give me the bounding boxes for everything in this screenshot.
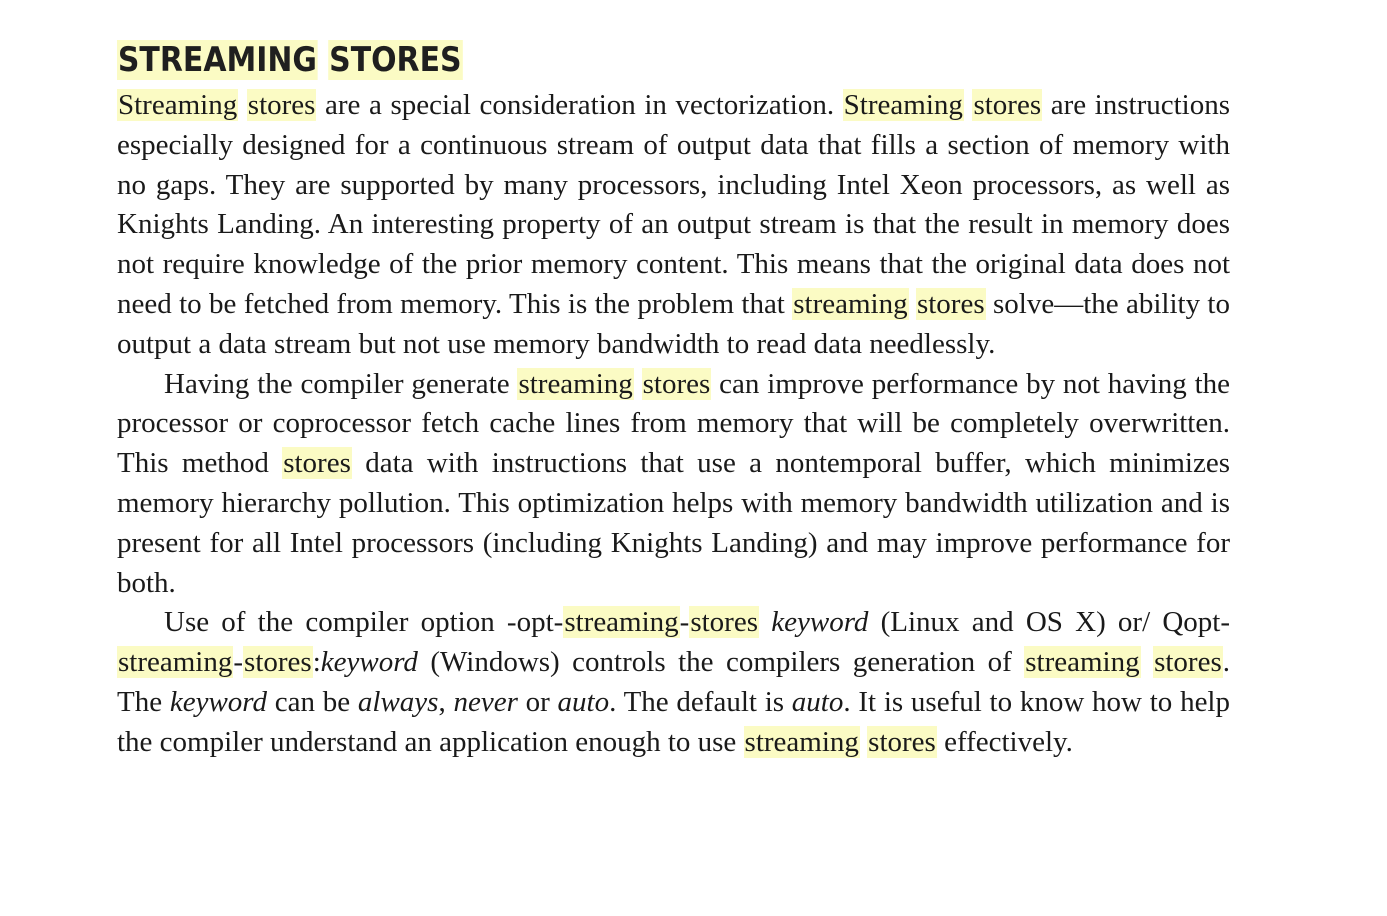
search-highlight: stores xyxy=(247,89,316,121)
search-highlight: streaming xyxy=(564,606,679,639)
text-run: are instructions especially designed for a continuous stream of output data that fills a section of memory with no gaps. They are supported by many processors, including Intel Xeon processors, as well as Knights Landing. An interesting property of an output stream is that the result in memory does not require knowledge of the prior memory content. This means that the original data does not need to be fetched from memory. This is the problem that xyxy=(117,89,1231,320)
keyword-italic: auto xyxy=(557,685,610,718)
keyword-italic: keyword xyxy=(320,646,418,679)
text-run: (Linux and OS X) or/ Qopt- xyxy=(868,606,1231,639)
search-highlight: stores xyxy=(916,287,985,320)
keyword-italic: keyword xyxy=(169,685,268,718)
section-heading xyxy=(117,36,1096,84)
keyword-italic: auto xyxy=(791,685,844,718)
text-run: are a special consideration in vectorization. xyxy=(316,89,843,121)
search-highlight: streaming xyxy=(1025,646,1140,679)
text-run: (Windows) controls the compilers generation of xyxy=(417,646,1025,679)
text-run: can improve performance by not having the processor or coprocessor fetch cache lines from memory that will be completely overwritten. This method xyxy=(117,367,1230,480)
text-run: can be xyxy=(267,685,358,718)
document-page xyxy=(117,36,1230,763)
search-highlight: streaming xyxy=(744,725,859,758)
search-highlight: stores xyxy=(642,367,711,400)
text-run: Use of the compiler option -opt- xyxy=(164,606,564,639)
text-run: - xyxy=(679,606,690,639)
search-highlight: stores xyxy=(1154,646,1222,679)
text-run: Having the compiler generate xyxy=(164,367,518,400)
search-highlight: stores xyxy=(244,646,312,679)
search-highlight: stores xyxy=(690,606,759,639)
text-run: . The xyxy=(117,646,1230,718)
search-highlight: STORES xyxy=(329,40,462,80)
keyword-italic: keyword xyxy=(771,606,869,639)
text-run: solve—the ability to output a data stream but not use memory bandwidth to read data needlessly. xyxy=(117,287,1230,360)
text-run: effectively. xyxy=(936,725,1073,758)
paragraph-1 xyxy=(117,86,1230,365)
text-run: data with instructions that use a nontemporal buffer, which minimizes memory hierarchy pollution. This optimization helps with memory bandwidth utilization and is present for all Intel processors (including Knights Landing) and may improve performance for both. xyxy=(117,447,1230,599)
text-run: . The default is xyxy=(609,685,792,718)
search-highlight: streaming xyxy=(518,367,633,400)
search-highlight: streaming xyxy=(793,287,908,320)
text-run: , xyxy=(438,685,454,718)
paragraph-3 xyxy=(117,603,1230,762)
keyword-italic: never xyxy=(453,685,518,718)
search-highlight: stores xyxy=(868,725,936,758)
search-highlight: stores xyxy=(283,447,351,480)
text-run: or xyxy=(517,685,558,718)
keyword-italic: always xyxy=(357,685,439,718)
search-highlight: stores xyxy=(973,89,1042,121)
search-highlight: STREAMING xyxy=(117,40,317,80)
search-highlight: streaming xyxy=(118,646,233,679)
text-run: - xyxy=(233,646,244,679)
text-run: : xyxy=(312,646,321,679)
search-highlight: Streaming xyxy=(118,89,238,121)
text-run: . It is useful to know how to help the compiler understand an application enough to use xyxy=(117,685,1230,758)
search-highlight: Streaming xyxy=(843,89,963,121)
paragraph-2 xyxy=(117,365,1230,604)
